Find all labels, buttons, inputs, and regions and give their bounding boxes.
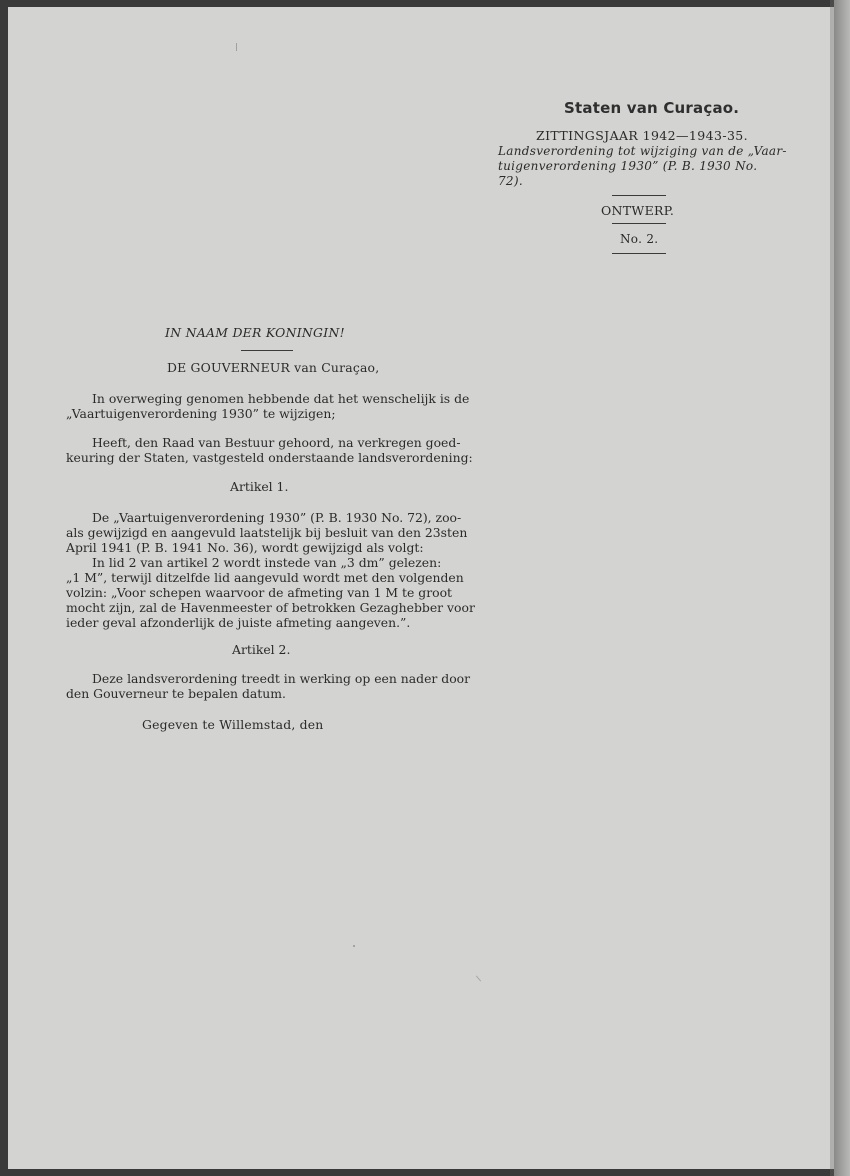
- text-line: mocht zijn, zal de Havenmeester of betrokken Gezaghebber voor: [66, 600, 475, 615]
- document-description: [498, 144, 788, 189]
- divider: [241, 350, 293, 351]
- description-line: tuigenverordening 1930” (P. B. 1930 No.: [498, 159, 758, 173]
- divider: [612, 223, 666, 224]
- paper-speck: [353, 945, 355, 947]
- scan-border: [834, 0, 850, 1176]
- text-line: In overweging genomen hebbende dat het wenschelijk is de: [92, 391, 470, 406]
- draft-label: ONTWERP.: [601, 203, 675, 218]
- draft-number: No. 2.: [620, 232, 659, 246]
- article-1-heading: Artikel 1.: [230, 479, 289, 494]
- text-line: als gewijzigd en aangevuld laatstelijk bij besluit van den 23sten: [66, 525, 468, 540]
- text-line: keuring der Staten, vastgesteld onderstaande landsverordening:: [66, 450, 473, 465]
- text-line: „Vaartuigenverordening 1930” te wijzigen;: [66, 406, 336, 421]
- governor-line: DE GOUVERNEUR van Curaçao,: [167, 360, 380, 375]
- text-line: ieder geval afzonderlijk de juiste afmeting aangeven.”.: [66, 615, 411, 630]
- document-issuer-title: Staten van Curaçao.: [564, 99, 740, 117]
- article-2-heading: Artikel 2.: [232, 642, 291, 657]
- text-line: Deze landsverordening treedt in werking op een nader door: [92, 671, 471, 686]
- text-line: „1 M”, terwijl ditzelfde lid aangevuld wordt met den volgenden: [66, 570, 464, 585]
- divider: [612, 195, 666, 196]
- text-line: Heeft, den Raad van Bestuur gehoord, na verkregen goed-: [92, 435, 461, 450]
- divider: [612, 253, 666, 254]
- paper-speck: [476, 975, 481, 981]
- closing-line: Gegeven te Willemstad, den: [142, 717, 324, 732]
- paper-speck: [236, 43, 237, 51]
- text-line: den Gouverneur te bepalen datum.: [66, 686, 286, 701]
- text-line: April 1941 (P. B. 1941 No. 36), wordt gewijzigd als volgt:: [66, 540, 424, 555]
- text-line: De „Vaartuigenverordening 1930” (P. B. 1930 No. 72), zoo-: [92, 510, 462, 525]
- description-line: Landsverordening tot wijziging van de „Vaar-: [498, 144, 787, 158]
- invocation: IN NAAM DER KONINGIN!: [165, 325, 345, 340]
- session-year: ZITTINGSJAAR 1942—1943-35.: [536, 128, 749, 143]
- text-line: volzin: „Voor schepen waarvoor de afmeting van 1 M te groot: [66, 585, 453, 600]
- description-line: 72).: [498, 174, 523, 188]
- text-line: In lid 2 van artikel 2 wordt instede van „3 dm” gelezen:: [92, 555, 442, 570]
- document-page: [8, 7, 834, 1169]
